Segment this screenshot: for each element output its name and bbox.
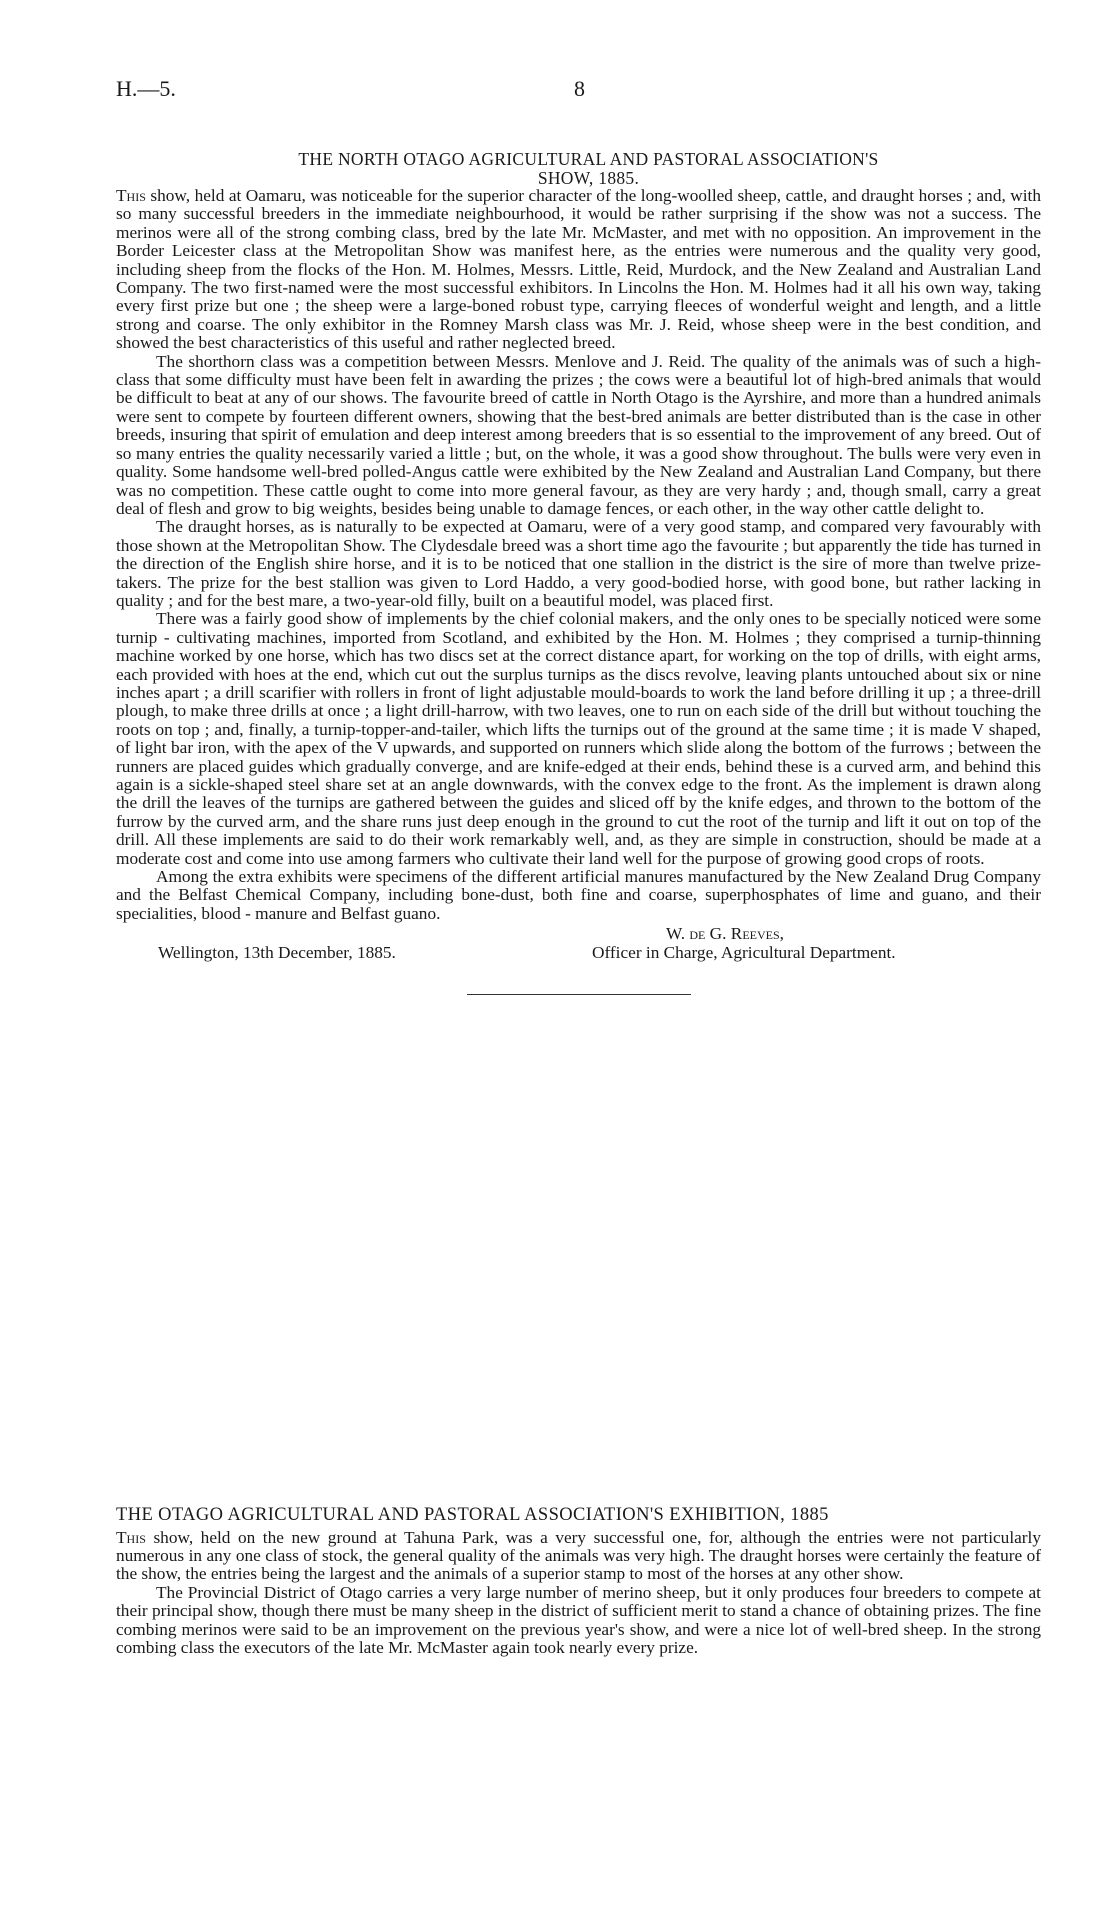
page-header [116, 76, 1016, 106]
page-number: 8 [574, 76, 585, 101]
place-and-date: Wellington, 13th December, 1885. [158, 943, 396, 963]
paragraph-text: show, held at Oamaru, was noticeable for the superior character of the long-woolled sheep, cattle, and draught horses ; and, with so many successful breeders in the immediate neighbourhood, it would be rather surprising if the show was not a success. The merinos were all of the strong combing class, bred by the late Mr. McMaster, and met with no opposition. An improvement in the Border Leicester class at the Metropolitan Show was manifest here, as the entries were numerous and the quality very good, including sheep from the flocks of the Hon. M. Holmes, Messrs. Little, Reid, Murdock, and the New Zealand and Australian Land Company. The two first-named were the most successful exhibitors. In Lincolns the Hon. M. Holmes had it all his own way, taking every first prize but one ; the sheep were a large-boned robust type, carrying fleeces of wonderful weight and length, and a little strong and coarse. The only exhibitor in the Romney Marsh class was Mr. J. Reid, whose sheep were in the best condition, and showed the best characteristics of this useful and rather neglected breed. [116, 186, 1041, 353]
section-divider [467, 994, 691, 995]
paragraph-implements: There was a fairly good show of implements by the chief colonial makers, and the only ones to be specially noticed were some turnip - cultivating machines, imported from Scotland, and exhibited by the Hon. M. Holmes ; they comprised a turnip-thinning machine worked by one horse, which has two discs set at the correct distance apart, for working on the top of drills, with eight arms, each provided with hoes at the end, which cut out the surplus turnips as the discs revolve, leaving plants untouched about six or nine inches apart ; a drill scarifier with rollers in front of light adjustable mould-boards to work the land before drilling it up ; a three-drill plough, to make three drills at once ; a light drill-harrow, with two leaves, one to run on each side of the drill but without touching the roots on top ; and, finally, a turnip-topper-and-tailer, which lifts the turnips out of the ground at the same time ; it is made V shaped, of light bar iron, with the apex of the V upwards, and supported on runners which slide along the bottom of the furrows ; between the runners are placed guides which gradually converge, and are knife-edged at their ends, behind these is a curved arm, and behind this again is a sickle-shaped steel share set at an angle downwards, with the convex edge to the front. As the implement is drawn along the drill the leaves of the turnips are gathered between the guides and sliced off by the knife edges, and thrown to the bottom of the furrow by the curved arm, and the share runs just deep enough in the ground to cut the root of the turnip and lift it out on top of the drill. All these implements are said to do their work remarkably well, and, as they are simple in construction, should be made at a moderate cost and come into use among farmers who cultivate their land well for the purpose of growing good crops of roots. [116, 609, 1041, 868]
signatory-office: Officer in Charge, Agricultural Department. [592, 943, 896, 963]
paragraph-sheep [116, 187, 1041, 353]
parliamentary-paper-ref: H.—5. [116, 76, 176, 101]
section-title [146, 150, 1031, 187]
signature-block [116, 925, 1041, 965]
paragraph-horses: The draught horses, as is naturally to be expected at Oamaru, were of a very good stamp, and compared very favourably with those shown at the Metropolitan Show. The Clydesdale breed was a short time ago the favourite ; but apparently the tide has turned in the direction of the English shire horse, and it is to be noticed that one stallion in the district is the sire of more than twelve prize-takers. The prize for the best stallion was given to Lord Haddo, a very good-bodied horse, with good bone, but rather lacking in quality ; and for the best mare, a two-year-old filly, built on a beautiful model, was placed first. [116, 517, 1041, 610]
paragraph-cattle: The shorthorn class was a competition between Messrs. Menlove and J. Reid. The quality of the animals was of such a high-class that some difficulty must have been felt in awarding the prizes ; the cows were a beautiful lot of high-bred animals that would be difficult to beat at any of our shows. The favourite breed of cattle in North Otago is the Ayrshire, and more than a hundred animals were sent to compete by fourteen different owners, showing that the best-bred animals are better distributed than is the case in other breeds, insuring that spirit of emulation and deep interest among breeders that is so essential to the improvement of any breed. Out of so many entries the quality necessarily varied a little ; but, on the whole, it was a good show throughout. The bulls were very even in quality. Some handsome well-bred polled-Angus cattle were exhibited by the New Zealand and Australian Land Company, but there was no competition. These cattle ought to come into more general favour, as they are very hardy ; and, though small, carry a great deal of flesh and grow to big weights, besides being unable to damage fences, or each other, in the way other cattle delight to. [116, 351, 1041, 518]
paragraph-text: show, held on the new ground at Tahuna Park, was a very successful one, for, although the entries were not particularly numerous in any one class of stock, the general quality of the animals was very high. The draught horses were certainly the feature of the show, the entries being the largest and the animals of a superior stamp to most of the horses at any other show. [116, 1527, 1041, 1584]
paragraph-lead-word: This [116, 1527, 146, 1547]
section-title-line2: SHOW, 1885. [537, 167, 640, 188]
paragraph-lead-word: This [116, 186, 146, 205]
paragraph-overview [116, 1529, 1041, 1584]
section-title-line1: THE NORTH OTAGO AGRICULTURAL AND PASTORAL ASSOCIATION'S [298, 149, 879, 169]
section-north-otago-show [116, 150, 1041, 995]
paragraph-merinos: The Provincial District of Otago carries a very large number of merino sheep, but it only produces four breeders to compete at their principal show, though there must be many sheep in the district of sufficient merit to stand a chance of obtaining prizes. The fine combing merinos were said to be an improvement on the previous year's show, and were a nice lot of well-bred sheep. In the strong combing class the executors of the late Mr. McMaster again took nearly every prize. [116, 1582, 1041, 1657]
signatory-name: W. de G. Reeves, [666, 924, 784, 944]
section-title: THE OTAGO AGRICULTURAL AND PASTORAL ASSOCIATION'S EXHIBITION, 1885 [116, 1505, 829, 1525]
section-otago-exhibition [116, 1506, 1041, 1657]
paragraph-extra-exhibits: Among the extra exhibits were specimens of the different artificial manures manufactured by the New Zealand Drug Company and the Belfast Chemical Company, including bone-dust, both fine and coarse, superphosphates of lime and guano, and their specialities, blood - manure and Belfast guano. [116, 867, 1041, 923]
